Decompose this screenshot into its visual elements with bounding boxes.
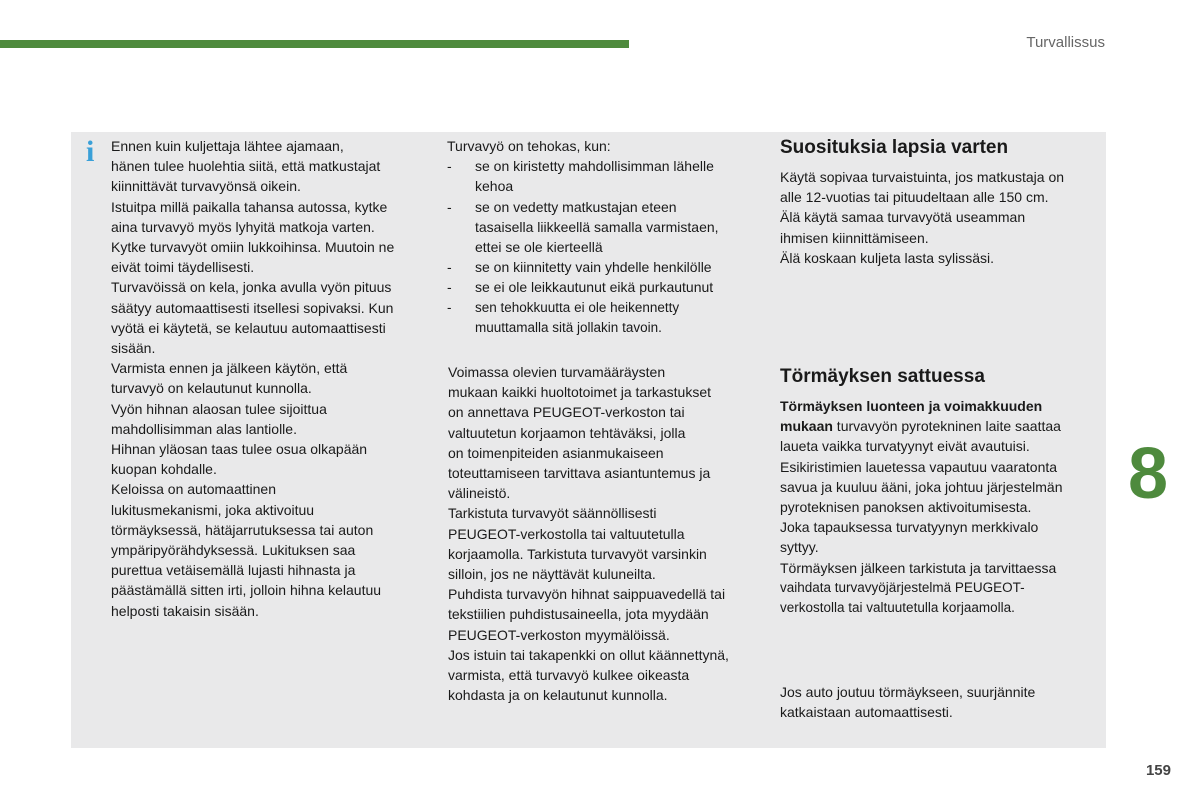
- text-line: purettua vetäisemällä lujasti hihnasta ja: [111, 562, 356, 579]
- text-line: säätyy automaattisesti itsellesi sopivaksi. Kun: [111, 299, 394, 316]
- text-line: PEUGEOT-verkoston myymälöissä.: [448, 626, 670, 643]
- text-line: tasaisella liikkeellä samalla varmistaen,: [475, 218, 719, 235]
- text-line: ympäripyörähdyksessä. Lukituksen saa: [111, 542, 356, 559]
- text-line: Voimassa olevien turvamääräysten: [448, 364, 666, 380]
- text-line: vaihdata turvavyöjärjestelmä PEUGEOT-: [780, 579, 1025, 595]
- text-line: PEUGEOT-verkostolla tai valtuutetulla: [448, 525, 685, 542]
- text-line: Istuitpa millä paikalla tahansa autossa, kytke: [111, 198, 388, 215]
- text-line: Varmista ennen ja jälkeen käytön, että: [111, 360, 348, 377]
- text-line: kuopan kohdalle.: [111, 461, 217, 478]
- children-section: [780, 136, 1100, 268]
- collision-section: [780, 365, 1100, 618]
- text-line: Käytä sopivaa turvaistuinta, jos matkustaja on: [780, 169, 1065, 185]
- text-line: toteuttamiseen tarvittava asiantuntemus ja: [448, 465, 711, 482]
- text-line: kohdasta ja on kelautunut kunnolla.: [448, 687, 668, 704]
- info-icon: i: [86, 135, 95, 168]
- text-line: lukitusmekanismi, joka aktivoituu: [111, 501, 315, 518]
- text-line: se on kiinnitetty vain yhdelle henkilölle: [475, 259, 712, 276]
- dash-bullet: -: [447, 158, 452, 175]
- effectiveness-list: [447, 136, 759, 338]
- text-line: on annettava PEUGEOT-verkoston tai: [448, 404, 685, 421]
- text-line: välineistö.: [448, 485, 511, 502]
- dash-bullet: -: [447, 198, 452, 215]
- text-line: Kytke turvavyöt omiin lukkoihinsa. Muutoin ne: [111, 239, 395, 256]
- text-line: verkostolla tai valtuutetulla korjaamolla.: [780, 600, 1015, 616]
- text-line: törmäyksessä, hätäjarrutuksessa tai auton: [111, 521, 374, 538]
- dash-bullet: -: [447, 259, 452, 276]
- text-line: Joka tapauksessa turvatyynyn merkkivalo: [780, 519, 1039, 536]
- text-line: Puhdista turvavyön hihnat saippuavedellä tai: [448, 586, 726, 603]
- list-item: [447, 298, 759, 338]
- text-line: syttyy.: [780, 539, 819, 556]
- collision-heading: Törmäyksen sattuessa: [780, 366, 985, 387]
- text-line: Älä koskaan kuljeta lasta sylissäsi.: [780, 249, 994, 266]
- text-line: vyötä ei käytetä, se kelautuu automaattisesti: [111, 319, 386, 336]
- text-line: Ennen kuin kuljettaja lähtee ajamaan,: [111, 138, 344, 154]
- page-number: 159: [1145, 762, 1171, 779]
- text-line: se ei ole leikkautunut eikä purkautunut: [475, 279, 714, 296]
- text-line: valtuutetun korjaamon tehtäväksi, jolla: [448, 424, 686, 441]
- top-accent-bar: [0, 40, 629, 48]
- text-line: alle 12-vuotias tai pituudeltaan alle 150 cm.: [780, 189, 1049, 206]
- text-line: eivät toimi täydellisesti.: [111, 259, 255, 276]
- dash-bullet: -: [447, 299, 452, 315]
- text-line: Jos istuin tai takapenkki on ollut käännettynä,: [448, 646, 729, 663]
- text-line: Turvavöissä on kela, jonka avulla vyön pituus: [111, 279, 392, 296]
- text-line: Törmäyksen jälkeen tarkistuta ja tarvittaessa: [780, 559, 1057, 576]
- text-line: Hihnan yläosan taas tulee osua olkapään: [111, 441, 368, 458]
- list-item: [447, 257, 759, 277]
- text-line: ihmisen kiinnittämiseen.: [780, 229, 929, 246]
- list-item: [447, 277, 759, 297]
- text-line: Tarkistuta turvavyöt säännöllisesti: [448, 505, 657, 522]
- text-line: pyroteknisen panoksen aktivoitumisesta.: [780, 499, 1032, 516]
- text-line: päästämällä sitten irti, jolloin hihna kelautuu: [111, 582, 382, 599]
- list-item: [447, 197, 759, 258]
- dash-bullet: -: [447, 279, 452, 296]
- seatbelt-usage-text: [111, 136, 431, 621]
- text-line: se on kiristetty mahdollisimman lähelle: [475, 158, 714, 175]
- text-line: varmista, että turvavyö kulkee oikeasta: [448, 667, 690, 684]
- text-line: Vyön hihnan alaosan tulee sijoittua: [111, 400, 327, 417]
- text-line: savua ja kuuluu ääni, joka johtuu järjestelmän: [780, 478, 1063, 495]
- text-line: tekstiilien puhdistusaineella, jota myydään: [448, 606, 709, 623]
- text-line: kehoa: [475, 178, 514, 195]
- text-line: hänen tulee huolehtia siitä, että matkustajat: [111, 158, 381, 175]
- high-voltage-note: [780, 682, 1100, 722]
- text-line: mukaan kaikki huoltotoimet ja tarkastukset: [448, 384, 712, 401]
- text-line: Jos auto joutuu törmäykseen, suurjännite: [780, 684, 1036, 700]
- text-line: aina turvavyö myös lyhyitä matkoja varten.: [111, 218, 375, 235]
- text-line: katkaistaan automaattisesti.: [780, 704, 953, 721]
- text-line: sisään.: [111, 340, 156, 357]
- text-line: laueta vaikka turvatyynyt eivät avautuisi.: [780, 438, 1030, 455]
- section-title: Turvallissus: [1026, 34, 1105, 51]
- text-line: Esikiristimien lauetessa vapautuu vaaratonta: [780, 458, 1058, 475]
- text-line: Keloissa on automaattinen: [111, 481, 276, 498]
- text-line: on toimenpiteiden asianmukaiseen: [448, 444, 664, 461]
- list-item: [447, 156, 759, 196]
- text-line: kiinnittävät turvavyönsä oikein.: [111, 178, 301, 195]
- text-line: sen tehokkuutta ei ole heikennetty: [475, 299, 680, 315]
- text-line-bold: Törmäyksen luonteen ja voimakkuuden: [780, 398, 1043, 414]
- text-line: silloin, jos ne näyttävät kuluneilta.: [448, 566, 656, 583]
- children-heading: Suosituksia lapsia varten: [780, 137, 1009, 158]
- text-line: mahdollisimman alas lantiolle.: [111, 420, 297, 437]
- text-line: se on vedetty matkustajan eteen: [475, 198, 677, 215]
- text-line: [780, 416, 1100, 436]
- text-span: turvavyön pyrotekninen laite saattaa: [832, 418, 1061, 435]
- bold-word: mukaan: [780, 418, 833, 435]
- text-line: turvavyö on kelautunut kunnolla.: [111, 380, 312, 397]
- text-line: korjaamolla. Tarkistuta turvavyöt varsinkin: [448, 545, 707, 562]
- text-line: ettei se ole kierteellä: [475, 239, 603, 256]
- maintenance-text: [448, 362, 760, 705]
- text-line: helposti takaisin sisään.: [111, 602, 259, 619]
- chapter-number: 8: [1128, 434, 1169, 514]
- list-intro: Turvavyö on tehokas, kun:: [447, 138, 611, 154]
- text-line: muuttamalla sitä jollakin tavoin.: [475, 319, 662, 335]
- text-line: Älä käytä samaa turvavyötä useamman: [780, 209, 1026, 226]
